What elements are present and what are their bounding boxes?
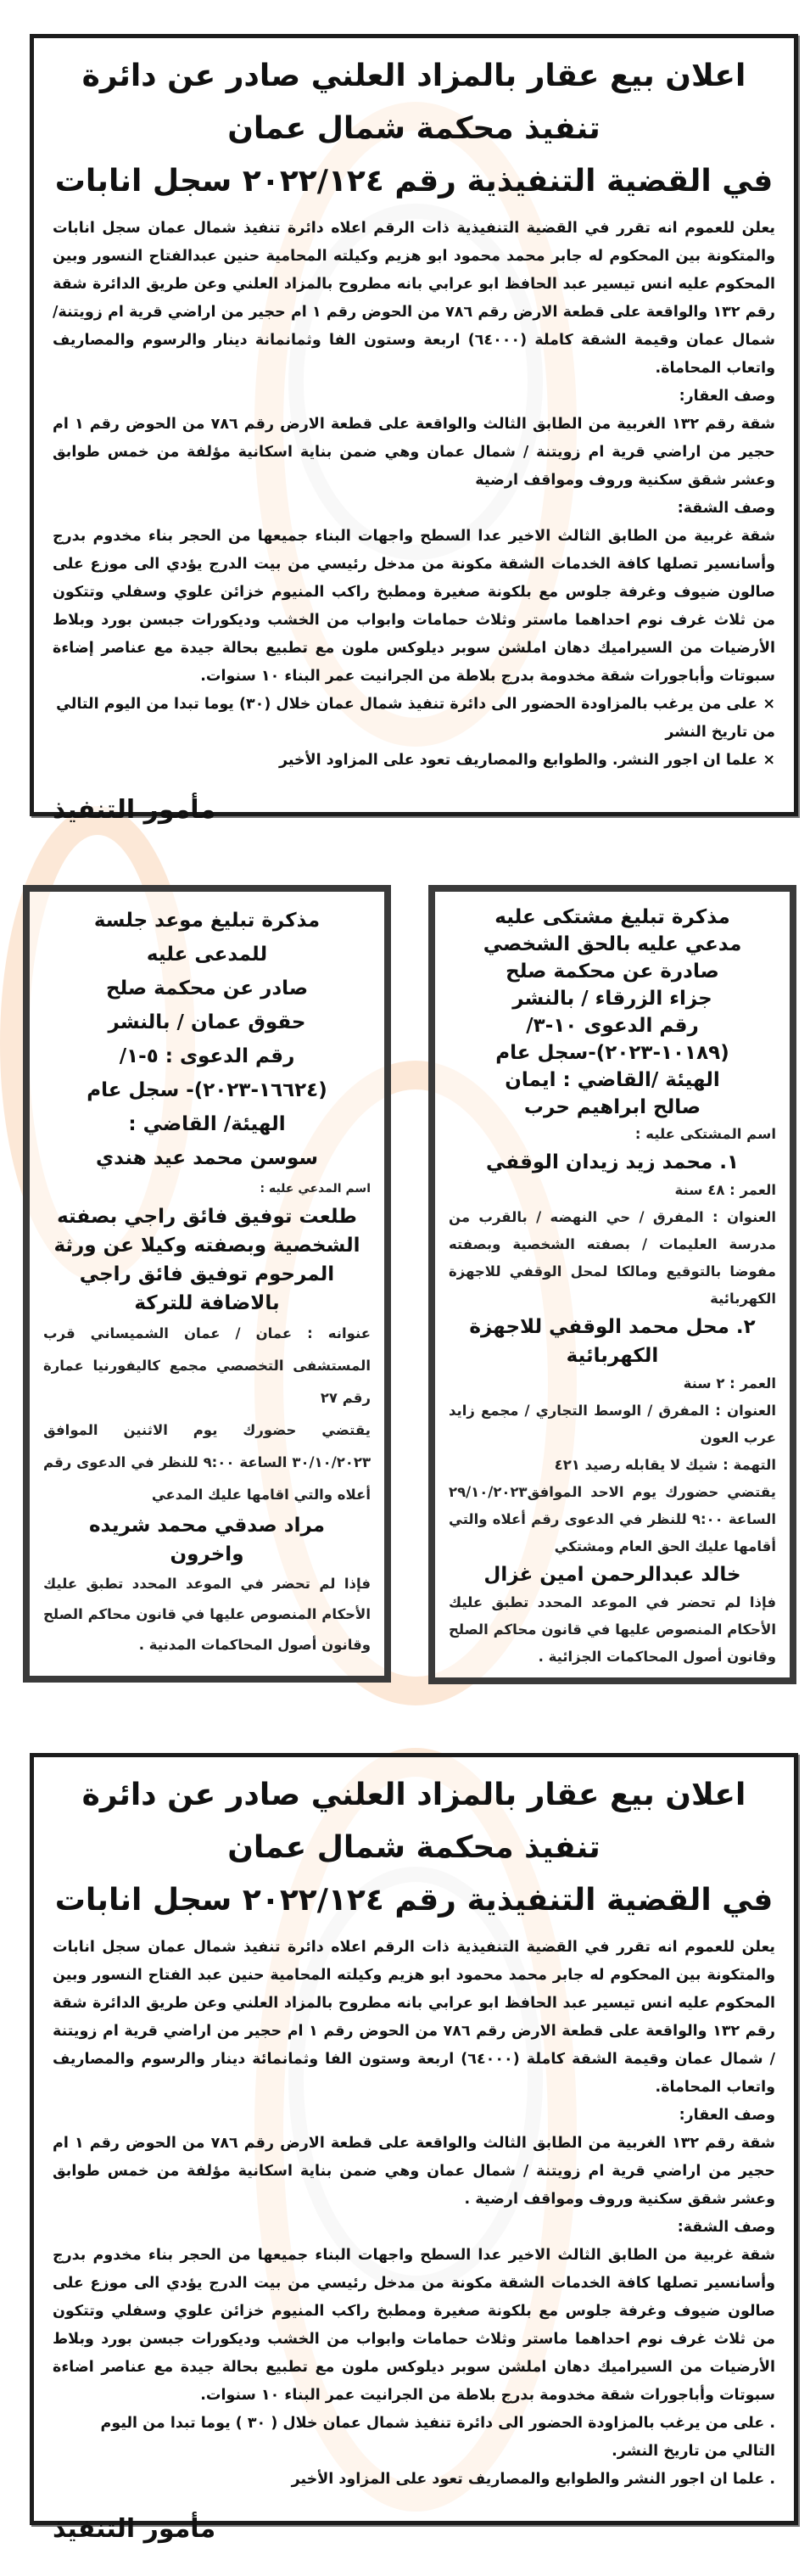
notice-title (53, 50, 775, 208)
defendant-age: العمر : ٢ سنة (683, 1375, 776, 1392)
notice-heading (43, 904, 371, 1175)
apartment-label: وصف الشقة: (677, 2219, 775, 2236)
apartment-label: وصف الشقة: (677, 500, 775, 517)
defendant-name: ١. محمد زيد زيدان الوقفي (486, 1151, 739, 1173)
property-description: شقة رقم ١٣٢ الغربية من الطابق الثالث والواقعة على قطعة الارض رقم ٧٨٦ من الحوض رقم ١ ام حجير من اراضي قرية ام زويتنة / شمال عمان وهي ضمن بناية اسكانية مؤلفة من خمس طوابق وعشر شقق سكنية وروف ومواقف ارضية (53, 416, 776, 489)
summons-text: يقتضي حضورك يوم الاثنين الموافق ٣٠/١٠/٢٠٢٣ الساعة ٩:٠٠ للنظر في الدعوى رقم أعلاه والتي اقامها عليك المدعي (43, 1422, 371, 1503)
heading-line: رقم الدعوى : ٥-١/ (119, 1045, 295, 1067)
bullet-item: × على من يرغب بالمزاودة الحضور الى دائرة تنفيذ شمال عمان خلال (٣٠) يوما تبدا من اليوم التالي من تاريخ النشر (56, 696, 775, 741)
bullet-item: . على من يرغب بالمزاودة الحضور الى دائرة تنفيذ شمال عمان خلال ( ٣٠ ) يوما تبدا من اليوم التالي من تاريخ النشر. (100, 2415, 775, 2460)
notice-heading (449, 904, 776, 1121)
defendant-name: ٢. محل محمد الوقفي للاجهزة الكهربائية (469, 1316, 756, 1367)
heading-line: (١٠١٨٩-٢٠٢٣)-سجل عام (495, 1042, 729, 1064)
heading-line: صادر عن محكمة صلح (105, 977, 309, 1000)
auction-notice-repeat (30, 1753, 798, 2544)
defendant-address: العنوان : المفرق / الوسط التجاري / مجمع زايد عرب العون (449, 1403, 776, 1446)
heading-line: جزاء الزرقاء / بالنشر (512, 988, 712, 1010)
plaintiff-others: واخرون (170, 1543, 244, 1565)
title-line: في القضية التنفيذية رقم ٢٠٢٢/١٢٤ سجل انابات (54, 164, 774, 199)
defendant-label: اسم المدعي عليه : (260, 1182, 371, 1196)
defendant-label: اسم المشتكى عليه : (634, 1126, 776, 1142)
defendant-name: طلعت توفيق فائق راجي بصفته الشخصية وبصفته وكيلا عن ورثة المرحوم توفيق فائق راجي بالاضافة للتركة (53, 1206, 360, 1314)
complaint-notice (428, 885, 796, 1684)
apartment-description: شقة غربية من الطابق الثالث الاخير عدا السطح واجهات البناء جميعها من الحجر بناء مخدوم بدرج وأسانسير تصلها كافة الخدمات الشقة مكونة من مدخل رئيسي من بيت الدرج يؤدي الى موزع على صالون ضيوف وغرفة جلوس مع بلكونة صغيرة ومطبخ راكب المنيوم خزائن علوي وسفلي وتتكون من ثلاث غرف نوم احداهما ماستر وثلاث حمامات وابواب من الخشب وديكورات جبسن بورد وبلاط الأرضيات من السيراميك دهان املشن سوبر ديلوكس ملون مع تطبيع بحالة جيدة مع عناصر إضاءة سبوتات وأباجورات شقة مخدومة بدرج بلاطة من الجرانيت عمر البناء ١٠ سنوات. (53, 528, 775, 685)
heading-line: (١٦٦٢٤-٢٠٢٣)- سجل عام (87, 1079, 327, 1101)
heading-line: الهيئة/ القاضي : (128, 1113, 286, 1135)
defendant-age: العمر : ٤٨ سنة (674, 1182, 776, 1198)
auction-notice (30, 34, 798, 825)
apartment-description: شقة غربية من الطابق الثالث الاخير عدا السطح واجهات البناء جميعها من الحجر بناء مخدوم بدرج وأسانسير تصلها كافة الخدمات الشقة مكونة من مدخل رئيسي من بيت الدرج يؤدي الى موزع على صالون ضيوف وغرفة جلوس مع بلكونة صغيرة ومطبخ راكب المنيوم خزائن علوي وسفلي وتتكون من ثلاث غرف نوم احداهما ماستر وثلاث حمامات وابواب من الخشب وديكورات جبسن بورد وبلاط الأرضيات من السيراميك دهان املشن سوبر ديلوكس ملون مع تطبيع بحالة جيدة مع عناصر اضاءة سبوتات وأباجورات شقة مخدومة بدرج بلاطة من الجرانيت عمر البناء ١٠ سنوات. (53, 2247, 775, 2404)
heading-line: صادرة عن محكمة صلح (506, 960, 719, 983)
plaintiff-name: مراد صدقي محمد شريده (88, 1515, 326, 1537)
heading-line: رقم الدعوى ١٠-٣/ (526, 1015, 699, 1037)
title-line: اعلان بيع عقار بالمزاد العلني صادر عن دائرة تنفيذ محكمة شمال عمان (81, 59, 746, 146)
summons-text: يقتضي حضورك يوم الاحد الموافق٢٩/١٠/٢٠٢٣ الساعة ٩:٠٠ للنظر في الدعوى رقم أعلاه والتي أقامها عليك الحق العام ومشتكي (449, 1484, 777, 1554)
bullet-item: × علما ان اجور النشر. والطوابع والمصاريف تعود على المزاود الأخير (278, 752, 775, 769)
property-description: شقة رقم ١٣٢ الغربية من الطابق الثالث والواقعة على قطعة الارض رقم ٧٨٦ من الحوض رقم ١ ام حجير من اراضي قرية ام زويتنة / شمال عمان وهي ضمن بناية اسكانية مؤلفة من خمس طوابق وعشر شقق سكنية وروف ومواقف ارضية . (53, 2135, 776, 2208)
intro-paragraph: يعلن للعموم انه تقرر في القضية التنفيذية ذات الرقم اعلاه دائرة تنفيذ شمال عمان سجل انابات والمتكونة بين المحكوم له جابر محمد محمود ابو هزيم وكيلته المحامية حنين عبدالفتاح النسور وبين المحكوم عليه انس تيسير عبد الحافظ ابو عرابي بانه مطروح بالمزاد العلني وعن طريق الدائرة شقة رقم ١٣٢ والواقعة على قطعة الارض رقم ٧٨٦ من الحوض رقم ١ ام حجير من اراضي قرية ام زويتنة/ شمال عمان وقيمة الشقة كاملة (٦٤٠٠٠) اربعة وستون الفا وثمانمانة دينار والرسوم والمصاريف واتعاب المحاماة. (53, 220, 775, 377)
heading-line: صالح ابراهيم حرب (523, 1096, 701, 1118)
signature: مأمور التنفيذ (53, 2514, 216, 2544)
notice-title (53, 1769, 775, 1927)
bullet-item: . علما ان اجور النشر والطوابع والمصاريف تعود على المزاود الأخير (291, 2471, 775, 2488)
heading-line: حقوق عمان / بالنشر (108, 1011, 306, 1033)
signature: مأمور التنفيذ (53, 795, 216, 825)
property-label: وصف العقار: (679, 388, 775, 405)
warning-text: فإذا لم تحضر في الموعد المحدد تطبق عليك الأحكام المنصوص عليها في قانون محاكم الصلح وقانون أصول المحاكمات الجزائية . (449, 1594, 776, 1665)
complainant-name: خالد عبدالرحمن امين غزال (483, 1564, 741, 1586)
defendant-address: العنوان : المفرق / حي النهضه / بالقرب من مدرسة العليمات / بصفته الشخصية وبصفته مفوضا بالتوقيع ومالكا لمحل الوقفي للاجهزة الكهربائية (449, 1209, 776, 1307)
warning-text: فإذا لم تحضر في الموعد المحدد تطبق عليك الأحكام المنصوص عليها في قانون محاكم الصلح وقانون أصول المحاكمات المدنية . (43, 1576, 371, 1653)
hearing-notice (23, 885, 391, 1683)
title-line: في القضية التنفيذية رقم ٢٠٢٢/١٢٤ سجل انابات (54, 1883, 774, 1918)
property-label: وصف العقار: (679, 2107, 775, 2124)
heading-line: مذكرة تبليغ موعد جلسة (93, 910, 321, 932)
intro-paragraph: يعلن للعموم انه تقرر في القضية التنفيذية ذات الرقم اعلاه دائرة تنفيذ شمال عمان سجل انابات والمتكونة بين المحكوم له جابر محمد محمود ابو هزيم وكيلته المحامية حنين عبد الفتاح النسور وبين المحكوم عليه انس تيسير عبد الحافظ ابو عرابي بانه مطروح بالمزاد العلني وعن طريق الدائرة شقة رقم ١٣٢ والواقعة على قطعة الارض رقم ٧٨٦ من الحوض رقم ١ ام حجير من اراضي قرية ام زويتنة / شمال عمان وقيمة الشقة كاملة (٦٤٠٠٠) اربعة وستون الفا وثمانمائة دينار والرسوم والمصاريف واتعاب المحاماة. (53, 1939, 776, 2096)
heading-line: سوسن محمد عيد هندي (96, 1147, 318, 1169)
heading-line: للمدعى عليه (146, 944, 268, 966)
heading-line: مدعي عليه بالحق الشخصي (483, 933, 742, 955)
charge: التهمة : شيك لا يقابله رصيد ٤٢١ (554, 1457, 776, 1473)
title-line: اعلان بيع عقار بالمزاد العلني صادر عن دائرة تنفيذ محكمة شمال عمان (81, 1778, 746, 1865)
heading-line: مذكرة تبليغ مشتكى عليه (494, 906, 730, 928)
heading-line: الهيئة /القاضي : ايمان (505, 1069, 720, 1091)
defendant-address: عنوانه : عمان / عمان الشميساني قرب المستشفى التخصصي مجمع كاليفورنيا عمارة رقم ٢٧ (43, 1325, 371, 1406)
